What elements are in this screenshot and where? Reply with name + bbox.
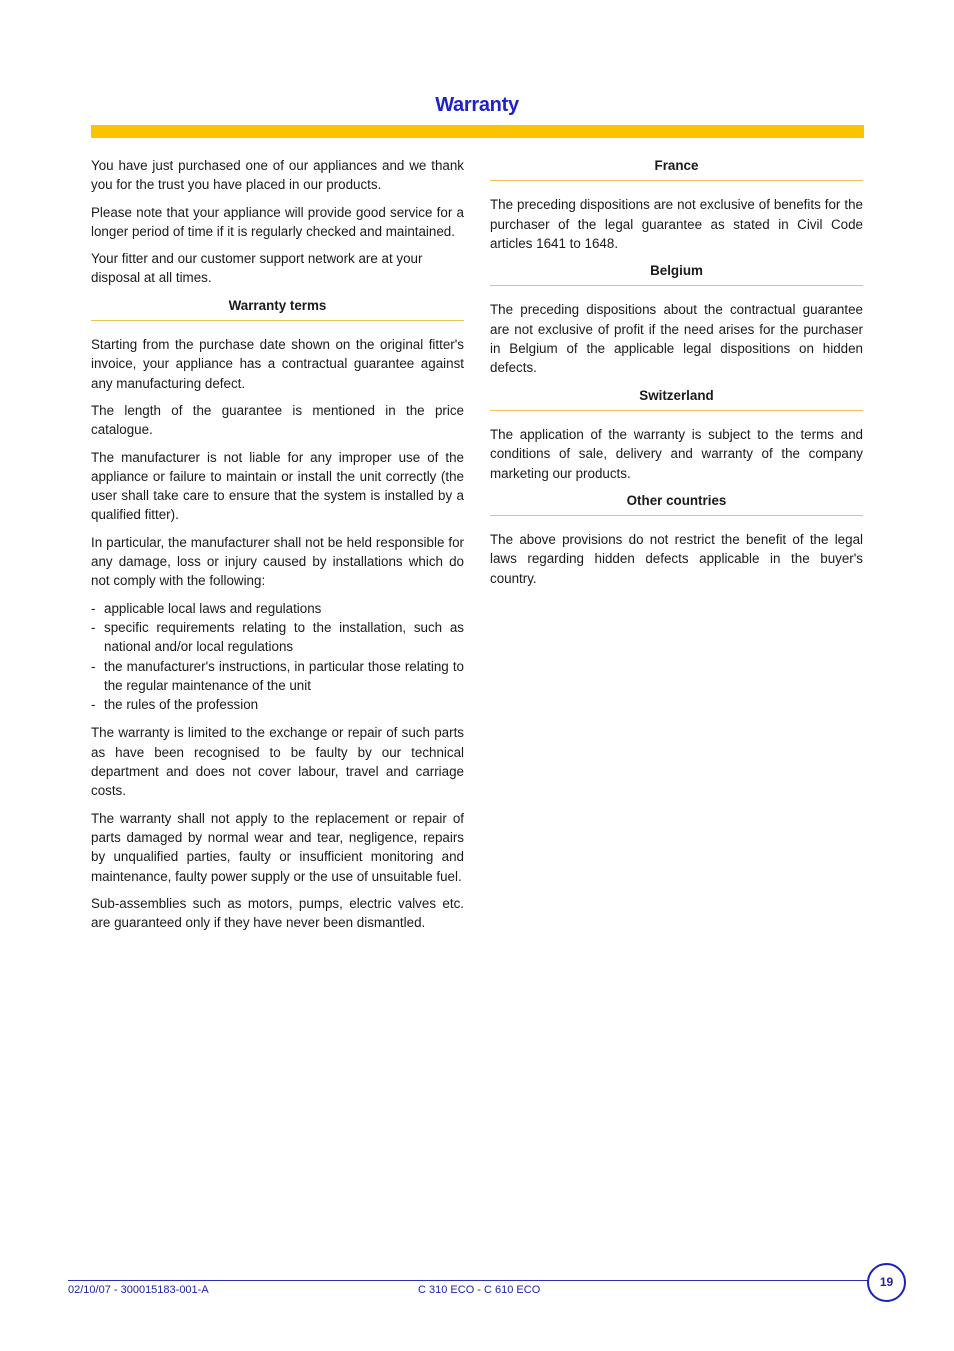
section-heading-other-countries: Other countries xyxy=(490,491,863,516)
intro-paragraph: Please note that your appliance will provide good service for a longer period of time if it is regularly checked and maintained. xyxy=(91,204,464,239)
requirements-list xyxy=(91,599,464,715)
section-text-belgium: The preceding dispositions about the contractual guarantee are not exclusive of profit if the need arises for the purchaser in Belgium of the applicable legal dispositions on hidden defects. xyxy=(490,302,863,376)
page-number-badge: 19 xyxy=(867,1263,906,1302)
title-underline-bar xyxy=(91,125,864,138)
left-column xyxy=(91,156,464,940)
section-heading-warranty-terms: Warranty terms xyxy=(91,296,464,321)
list-item: - the rules of the profession xyxy=(91,695,464,714)
intro-paragraph: Your fitter and our customer support network are at your disposal at all times. xyxy=(91,251,423,286)
right-column xyxy=(490,156,863,596)
terms-paragraph: The warranty is limited to the exchange or repair of such parts as have been recognised to be faulty by our technical department and does not cover labour, travel and carriage costs. xyxy=(91,725,464,799)
section-heading-belgium: Belgium xyxy=(490,261,863,286)
list-item: - applicable local laws and regulations xyxy=(91,599,464,618)
terms-paragraph: The manufacturer is not liable for any improper use of the appliance or failure to maintain or install the unit correctly (the user shall take care to ensure that the system is installed by a qualified fitter). xyxy=(91,449,464,523)
footer-model-name: C 310 ECO - C 610 ECO xyxy=(418,1284,541,1296)
list-item: - the manufacturer's instructions, in particular those relating to the regular maintenance of the unit xyxy=(91,657,464,696)
terms-paragraph: Sub-assemblies such as motors, pumps, electric valves etc. are guaranteed only if they have never been dismantled. xyxy=(91,895,464,931)
list-item: - specific requirements relating to the installation, such as national and/or local regulations xyxy=(91,618,464,657)
terms-paragraph: The length of the guarantee is mentioned in the price catalogue. xyxy=(91,402,464,438)
terms-paragraph: The warranty shall not apply to the replacement or repair of parts damaged by normal wear and tear, negligence, repairs by unqualified parties, faulty or insufficient monitoring and maintenance, faulty power supply or the use of unsuitable fuel. xyxy=(91,810,464,884)
terms-paragraph: In particular, the manufacturer shall not be held responsible for any damage, loss or injury caused by installations which do not comply with the following: xyxy=(91,534,464,589)
terms-paragraph: Starting from the purchase date shown on the original fitter's invoice, your appliance has a contractual guarantee against any manufacturing defect. xyxy=(91,337,464,391)
section-text-switzerland: The application of the warranty is subject to the terms and conditions of sale, delivery and warranty of the company marketing our products. xyxy=(490,426,863,481)
page-title: Warranty xyxy=(435,94,519,116)
section-heading-switzerland: Switzerland xyxy=(490,386,863,411)
footer-rule xyxy=(68,1280,874,1281)
section-text-france: The preceding dispositions are not exclusive of benefits for the purchaser of the legal guarantee as stated in Civil Code articles 1641 to 1648. xyxy=(490,197,863,251)
section-text-other-countries: The above provisions do not restrict the benefit of the legal laws regarding hidden defects applicable in the buyer's country. xyxy=(490,532,863,586)
section-heading-france: France xyxy=(490,156,863,181)
footer-document-ref: 02/10/07 - 300015183-001-A xyxy=(68,1284,209,1296)
intro-paragraph: You have just purchased one of our appliances and we thank you for the trust you have placed in our products. xyxy=(91,158,464,193)
